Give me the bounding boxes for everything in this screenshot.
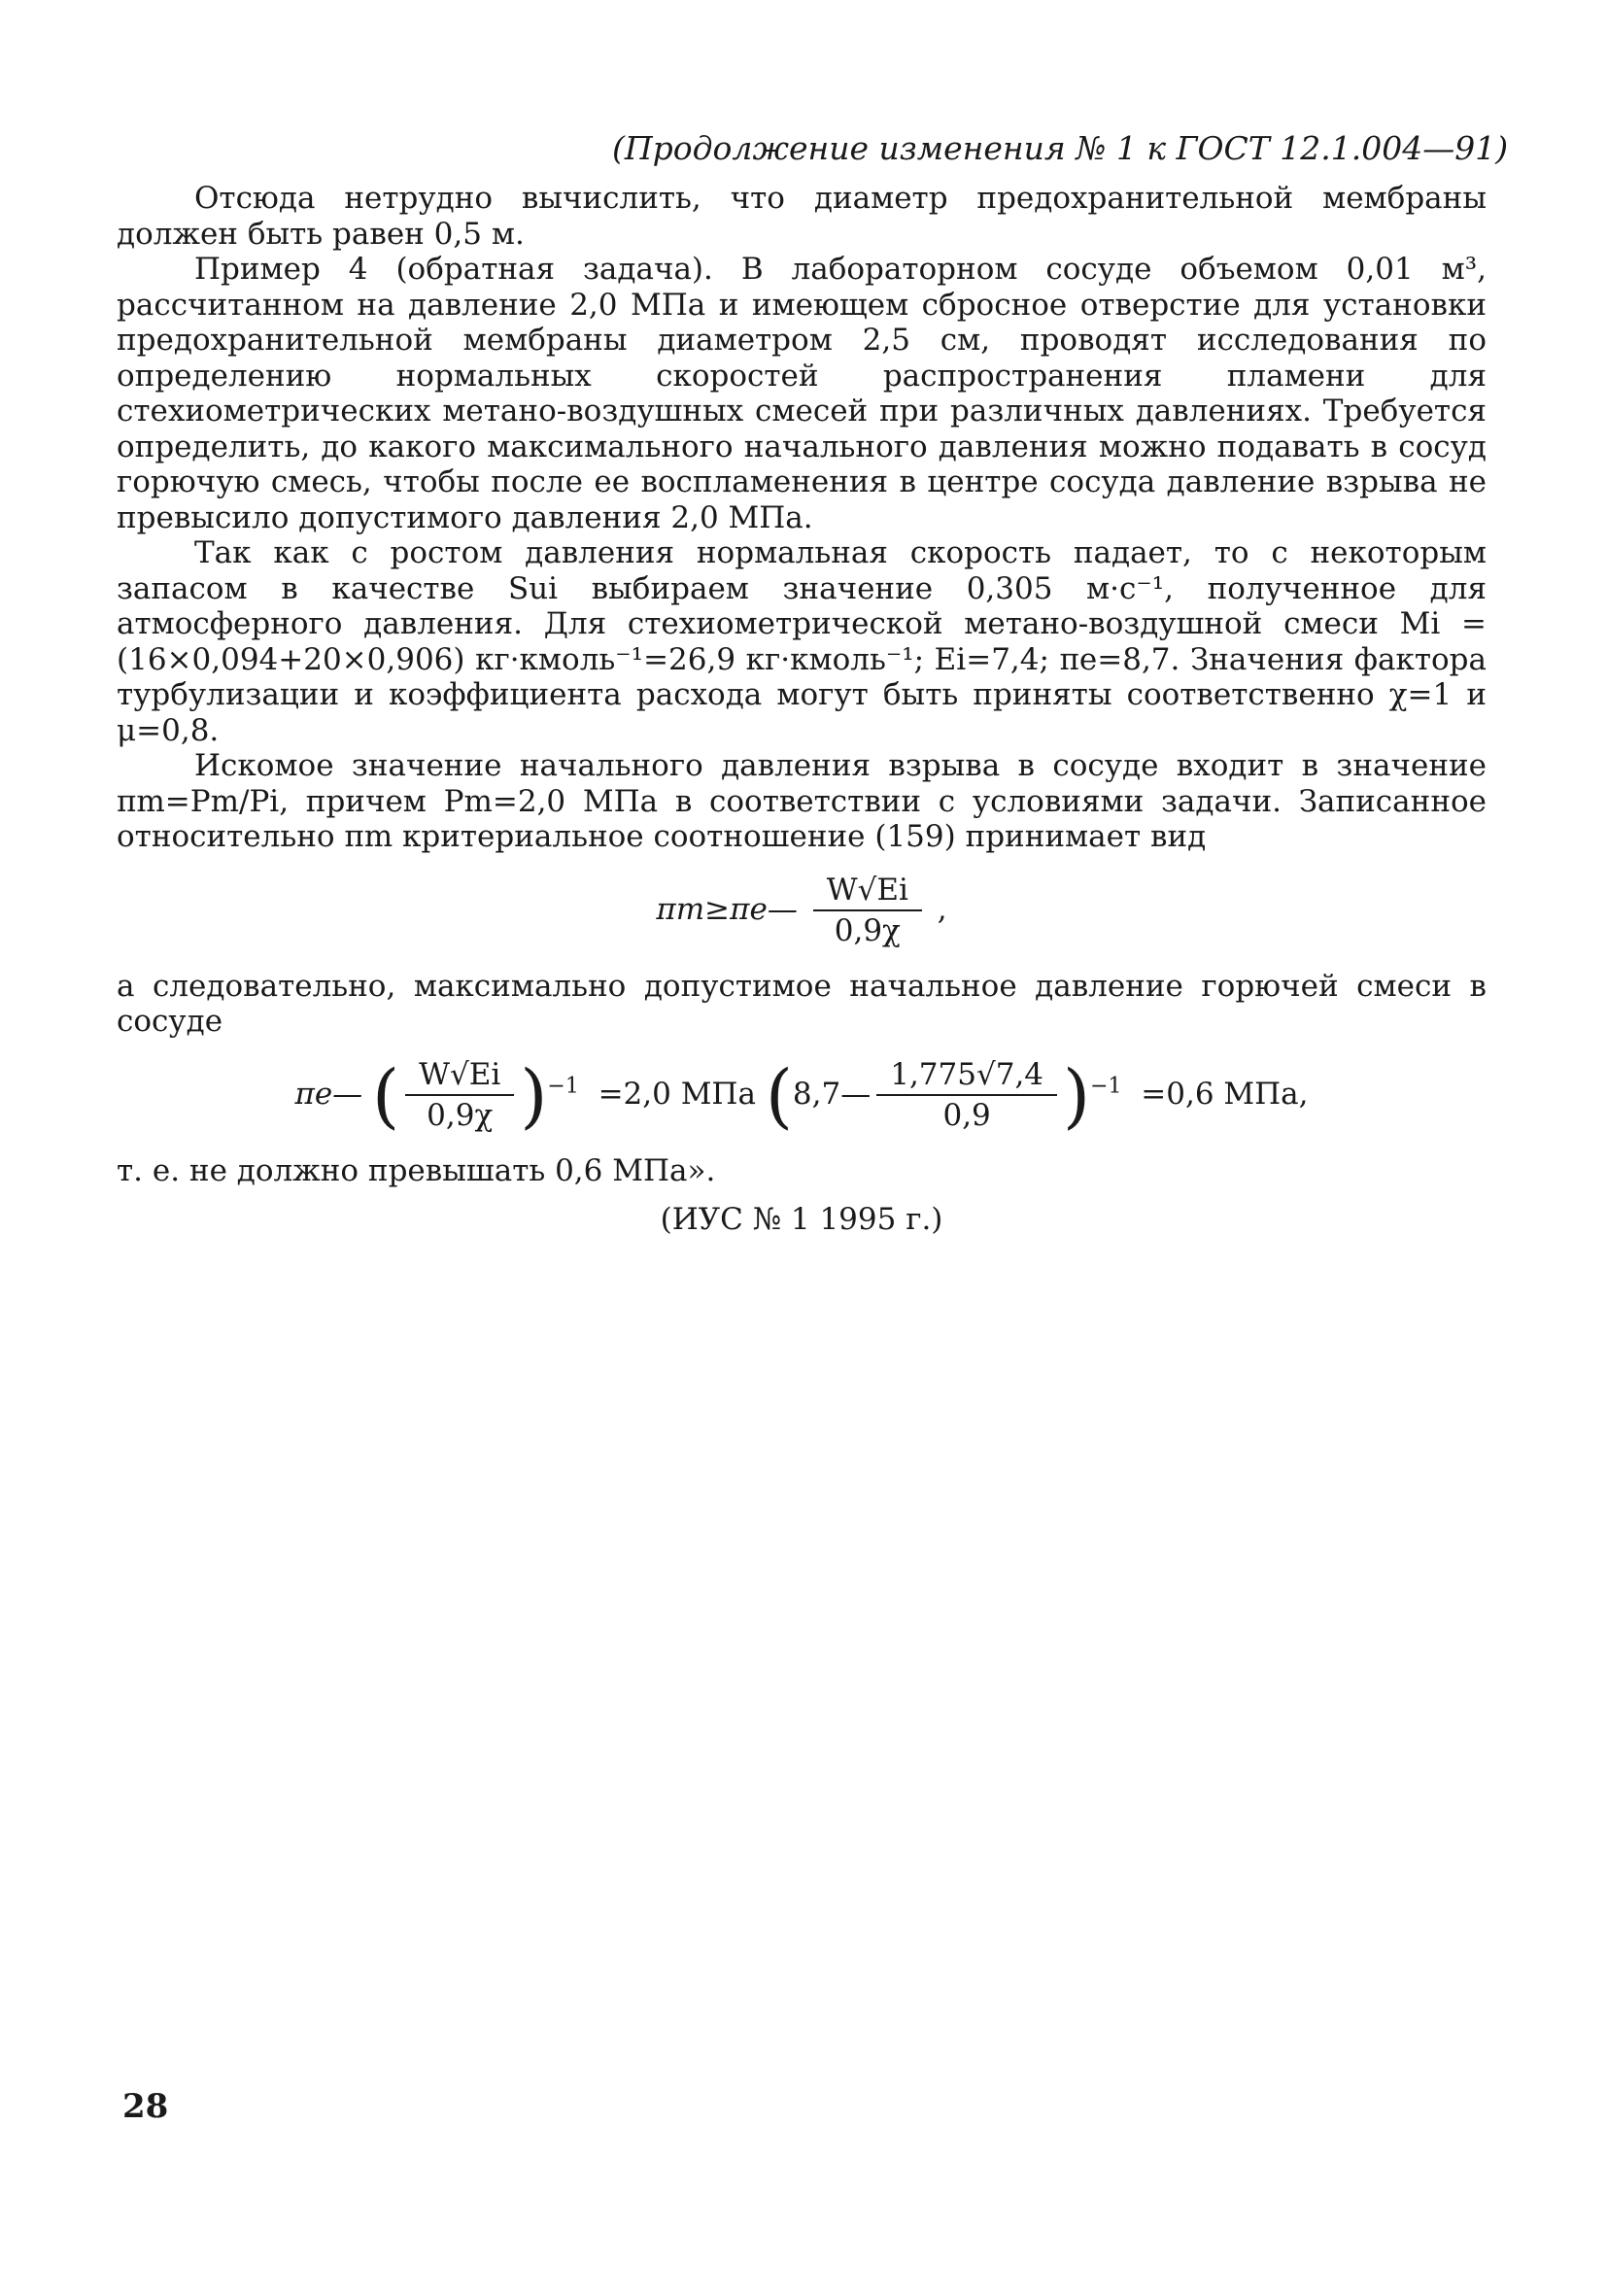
left-paren-icon: (: [372, 1053, 400, 1136]
formula-2-denominator-2: 0,9: [942, 1098, 991, 1133]
source-note: (ИУС № 1 1995 г.): [660, 1202, 943, 1237]
formula-1-trail: ,: [937, 891, 947, 927]
right-paren-icon: ): [1063, 1053, 1091, 1136]
left-paren-icon: (: [765, 1053, 793, 1136]
formula-2-left: πe—: [294, 1076, 363, 1112]
formula-2-fraction-1: [405, 1057, 514, 1134]
formula-1: [117, 873, 1487, 949]
right-paren-icon: ): [520, 1053, 548, 1136]
paragraph-2: Пример 4 (обратная задача). В лабораторном сосуде объемом 0,01 м³, рассчитанном на давление 2,0 МПа и имеющем сбросное отверстие для установки предохранительной мембраны диаметром 2,5 см, проводят исследования по определению нормальных скоростей распространения пламени для стехиометрических метано-воздушных смесей при различных давлениях. Требуется определить, до какого максимального начального давления можно подавать в сосуд горючую смесь, чтобы после ее воспламенения в центре сосуда давление взрыва не превысило допустимого давления 2,0 МПа.: [117, 252, 1487, 535]
formula-1-left: πm≥πe—: [656, 891, 798, 927]
formula-2-numerator-1: W√Ei: [405, 1057, 514, 1097]
body-text: [117, 181, 1487, 1238]
formula-1-fraction: [813, 873, 922, 949]
page-header: (Продолжение изменения № 1 к ГОСТ 12.1.004—91): [612, 129, 1509, 167]
formula-2-fraction-2: [876, 1057, 1057, 1134]
formula-2-numerator-2: 1,775√7,4: [876, 1057, 1057, 1097]
formula-2: [117, 1053, 1487, 1136]
paragraph-3: Так как с ростом давления нормальная скорость падает, то с некоторым запасом в качестве Sui выбираем значение 0,305 м·с⁻¹, полученное для атмосферного давления. Для стехиометрической метано-воздушной смеси Mi = (16×0,094+20×0,906) кг·кмоль⁻¹=26,9 кг·кмоль⁻¹; Ei=7,4; πe=8,7. Значения фактора турбулизации и коэффициента расхода могут быть приняты соответственно χ=1 и μ=0,8.: [117, 535, 1487, 748]
formula-2-paren-lead: 8,7—: [792, 1076, 872, 1112]
formula-1-numerator: W√Ei: [813, 873, 922, 912]
formula-2-mid: =2,0 МПа: [598, 1076, 756, 1112]
paragraph-5: а следовательно, максимально допустимое начальное давление горючей смеси в сосуде: [117, 968, 1487, 1039]
paragraph-4: Искомое значение начального давления взрыва в сосуде входит в значение πm=Pm/Pi, причем Pm=2,0 МПа в соответствии с условиями задачи. Записанное относительно πm критериальное соотношение (159) принимает вид: [117, 748, 1487, 854]
page-number: 28: [122, 2087, 169, 2126]
formula-2-result: =0,6 МПа,: [1141, 1076, 1309, 1112]
paragraph-1: Отсюда нетрудно вычислить, что диаметр предохранительной мембраны должен быть равен 0,5 м.: [117, 181, 1487, 252]
formula-2-exponent-1: −1: [547, 1074, 579, 1099]
formula-1-denominator: 0,9χ: [834, 913, 901, 948]
paragraph-6: т. е. не должно превышать 0,6 МПа».: [117, 1152, 716, 1188]
formula-2-exponent-2: −1: [1090, 1074, 1122, 1099]
formula-2-denominator-1: 0,9χ: [427, 1098, 494, 1133]
